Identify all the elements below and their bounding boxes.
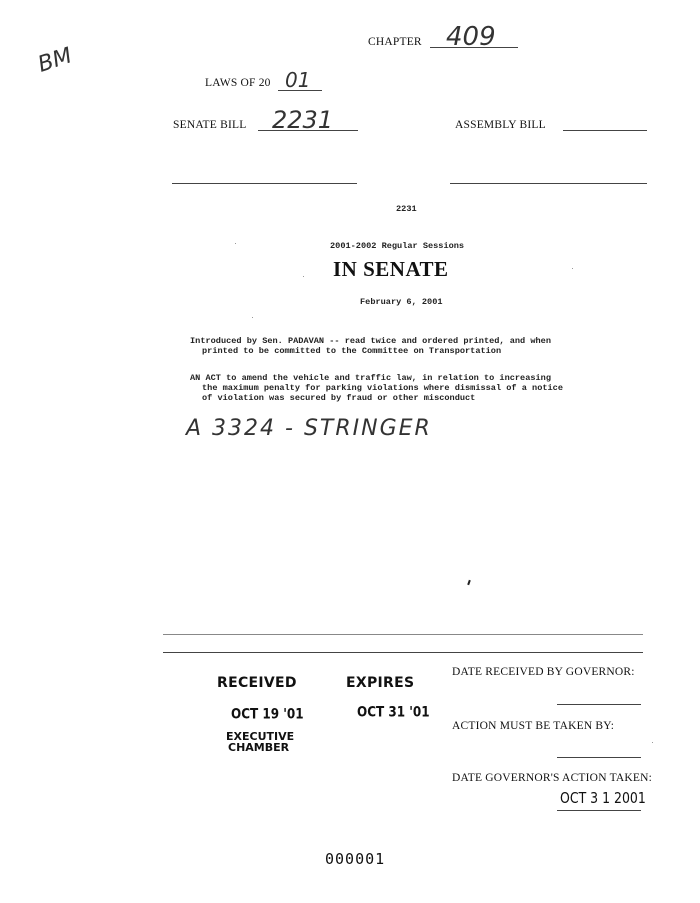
action-by-label: ACTION MUST BE TAKEN BY: xyxy=(452,720,615,732)
action-taken-line xyxy=(557,810,641,811)
session-line: 2001-2002 Regular Sessions xyxy=(330,241,465,251)
date-received-line xyxy=(557,704,641,705)
action-by-line xyxy=(557,757,641,758)
senate-bill-value: 2231 xyxy=(272,106,334,134)
laws-value: 01 xyxy=(285,68,311,92)
action-taken-label: DATE GOVERNOR'S ACTION TAKEN: xyxy=(452,772,653,784)
page-number: 000001 xyxy=(325,850,386,868)
bill-number: 2231 xyxy=(396,204,417,214)
scan-speck xyxy=(572,268,573,269)
received-stamp-office-2: CHAMBER xyxy=(228,741,290,754)
received-stamp-date: OCT 19 '01 xyxy=(231,705,304,723)
date-received-label: DATE RECEIVED BY GOVERNOR: xyxy=(452,666,635,678)
assembly-bill-underline xyxy=(563,130,647,131)
received-stamp-label: RECEIVED xyxy=(217,675,297,691)
assembly-bill-label: ASSEMBLY BILL xyxy=(455,119,546,131)
act-line-3: of violation was secured by fraud or other misconduct xyxy=(202,393,476,403)
introduced-line-1: Introduced by Sen. PADAVAN -- read twice and ordered printed, and when xyxy=(190,336,551,346)
laws-underline xyxy=(278,90,322,91)
chamber-title: IN SENATE xyxy=(333,257,449,281)
chapter-underline xyxy=(430,47,518,48)
act-line-1: AN ACT to amend the vehicle and traffic law, in relation to increasing xyxy=(190,373,551,383)
blank-line-right xyxy=(450,183,647,184)
blank-line-left xyxy=(172,183,357,184)
expires-stamp-label: EXPIRES xyxy=(346,675,415,691)
handwritten-assembly-note: A 3324 - STRINGER xyxy=(186,416,432,441)
act-line-2: the maximum penalty for parking violations where dismissal of a notice xyxy=(202,383,563,393)
scan-speck xyxy=(303,276,304,277)
scan-speck xyxy=(652,742,653,743)
introduction-date: February 6, 2001 xyxy=(360,297,443,307)
stray-mark xyxy=(467,580,471,585)
divider-upper xyxy=(163,634,643,635)
senate-bill-underline xyxy=(258,130,358,131)
senate-bill-label: SENATE BILL xyxy=(173,119,247,131)
chapter-value: 409 xyxy=(446,22,496,52)
laws-label: LAWS OF 20 xyxy=(205,77,271,89)
handwritten-initials: BM xyxy=(34,43,76,78)
scan-speck xyxy=(252,317,253,318)
chapter-label: CHAPTER xyxy=(368,36,422,48)
received-stamp-office-1: EXECUTIVE xyxy=(226,730,295,743)
introduced-line-2: printed to be committed to the Committee on Transportation xyxy=(202,346,502,356)
divider-lower xyxy=(163,652,643,653)
action-taken-date: OCT 3 1 2001 xyxy=(560,788,646,807)
scan-speck xyxy=(235,243,236,244)
expires-stamp-date: OCT 31 '01 xyxy=(357,703,430,721)
